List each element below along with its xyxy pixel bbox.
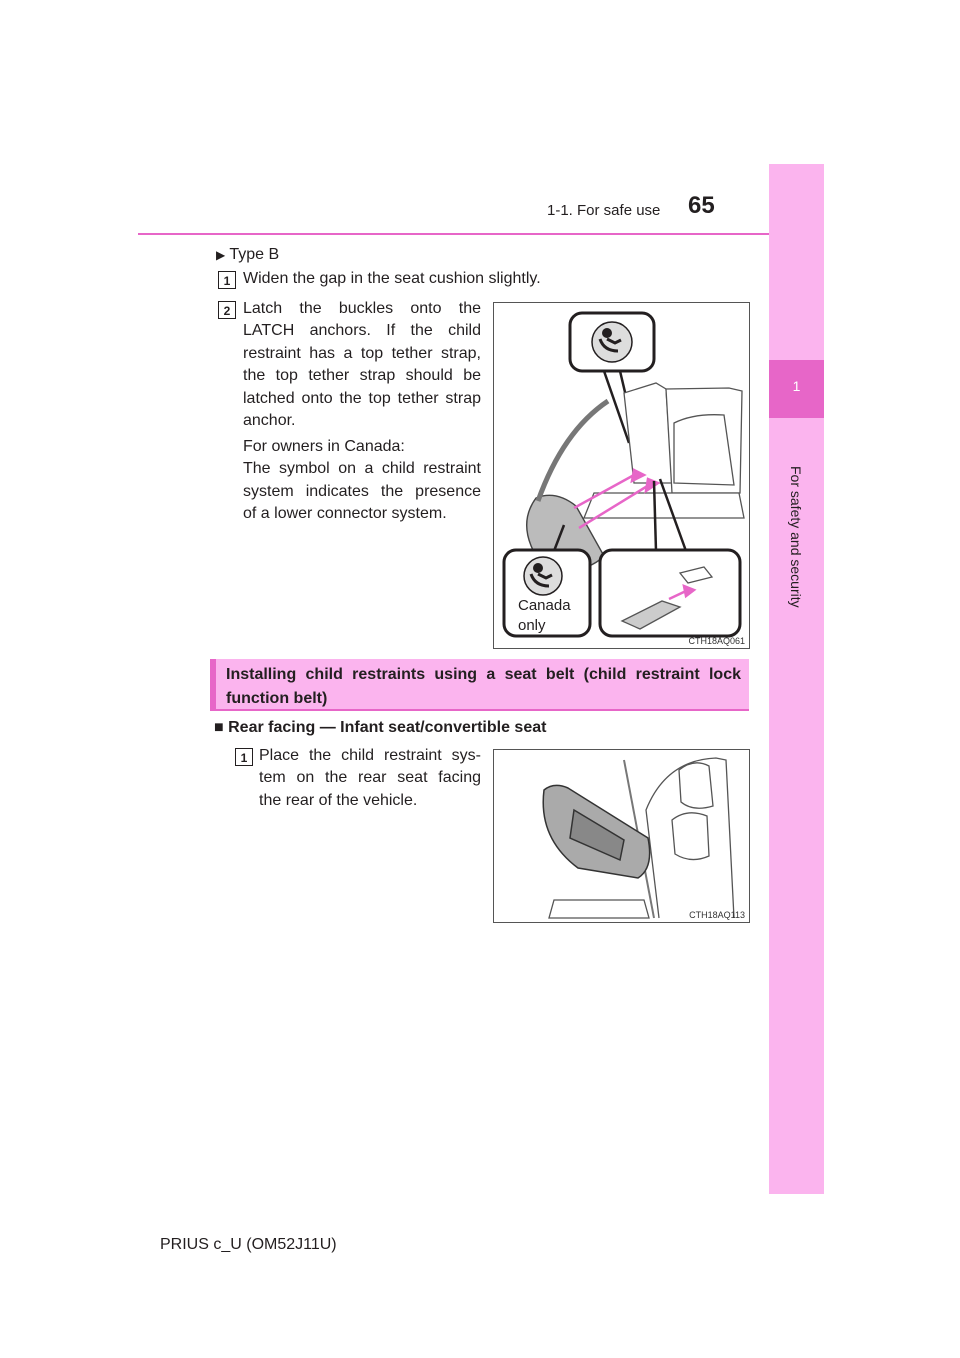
rear-facing-heading-text: Rear facing — Infant seat/convertible seat <box>228 719 547 736</box>
chapter-title: For safety and security <box>788 466 804 608</box>
type-b-label <box>216 244 279 266</box>
callout-title: Installing child restraints using a seat belt (child restraint lock function belt) <box>226 666 741 707</box>
step1-text: Widen the gap in the seat cushion slightly. <box>243 270 541 287</box>
step2-line: Latch the buckles onto the <box>243 300 481 317</box>
step1-line: the rear of the vehicle. <box>259 791 418 809</box>
chapter-number: 1 <box>792 378 801 394</box>
triangle-bullet-icon: ▶ <box>216 248 226 262</box>
rear-facing-step1 <box>259 745 481 812</box>
square-bullet-icon: ■ <box>214 719 224 736</box>
step2-line: latched onto the top tether strap <box>243 389 481 407</box>
chapter-title-vertical <box>772 466 822 706</box>
figure-code: CTH18AQ113 <box>689 910 745 920</box>
section-callout <box>210 659 749 709</box>
step-number-box: 1 <box>218 271 236 289</box>
canada-line: system indicates the presence <box>243 482 481 500</box>
type-b-text: Type B <box>229 246 280 263</box>
step1-line: Place the child restraint sys- <box>259 747 481 764</box>
canada-label-line: Canada <box>518 597 571 614</box>
step2-line: the top tether strap should be <box>243 367 481 385</box>
rear-facing-seat-illustration <box>493 749 750 923</box>
section-reference: 1-1. For safe use <box>547 202 661 219</box>
step1-line: tem on the rear seat facing <box>259 769 481 787</box>
canada-line: The symbol on a child restraint <box>243 460 481 478</box>
callout-rule <box>210 709 749 711</box>
step2-line: anchor. <box>243 412 296 430</box>
canada-line: of a lower connector system. <box>243 505 447 523</box>
page-number: 65 <box>688 192 715 219</box>
header-rule <box>138 233 824 235</box>
footer-model-code: PRIUS c_U (OM52J11U) <box>160 1236 337 1253</box>
infant-seat-drawing <box>494 750 749 922</box>
canada-line: For owners in Canada: <box>243 438 405 455</box>
step2-line: LATCH anchors. If the child <box>243 322 481 340</box>
canada-label-line: only <box>518 617 546 634</box>
step2-line: restraint has a top tether strap, <box>243 344 481 362</box>
step-number-box: 1 <box>235 748 253 766</box>
canada-note <box>243 436 481 526</box>
canada-only-label <box>518 596 571 636</box>
figure-code: CTH18AQ061 <box>688 636 745 646</box>
rear-facing-heading <box>214 717 546 739</box>
latch-anchor-illustration <box>493 302 750 649</box>
step-number-box: 2 <box>218 301 236 319</box>
step2-paragraph <box>243 298 481 432</box>
